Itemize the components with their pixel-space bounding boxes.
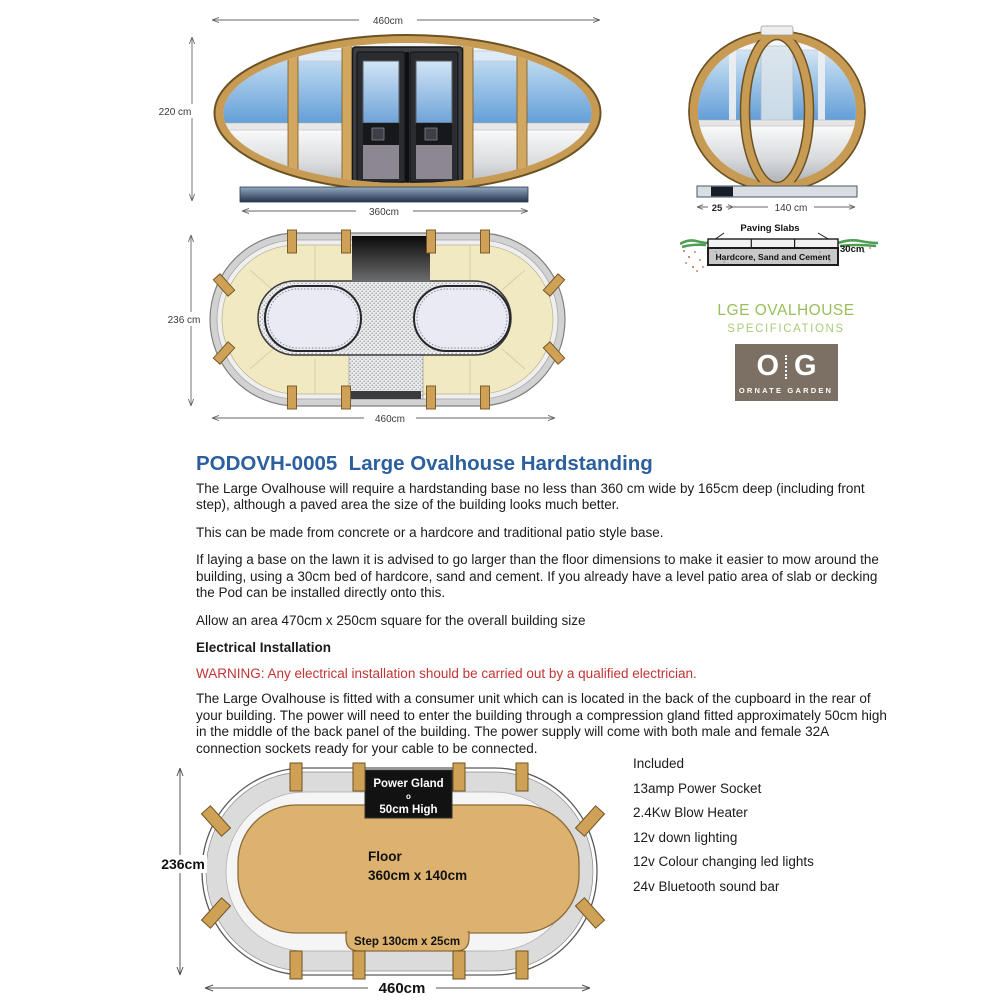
front-pod-body	[210, 33, 605, 202]
plan-view-drawing	[155, 228, 575, 428]
plan-height-dimension	[159, 235, 209, 406]
logo-letter-g: G	[794, 350, 816, 382]
power-gland-mark: o	[406, 792, 411, 801]
floorplan-height-dimension	[160, 768, 207, 975]
page-title: PODOVH-0005 Large Ovalhouse Hardstanding	[196, 452, 653, 475]
floorplan-height-label: 236cm	[161, 856, 205, 872]
plan-width-label: 460cm	[374, 414, 406, 425]
logo-divider	[785, 355, 787, 379]
document-type: SPECIFICATIONS	[727, 323, 845, 335]
floor-plan-drawing	[160, 755, 638, 1000]
document-body	[196, 452, 890, 768]
paving-detail-drawing	[680, 218, 880, 273]
floor-label: Floor	[368, 849, 402, 864]
side-base-plinth	[697, 186, 857, 197]
paving-depth-label: 30cm	[840, 244, 865, 255]
front-base-label: 360cm	[368, 207, 400, 218]
grass-left	[680, 240, 708, 247]
paving-slabs-label: Paving Slabs	[740, 223, 800, 234]
step-size-label: Step 130cm x 25cm	[353, 936, 461, 948]
plan-table-left	[265, 286, 361, 351]
paragraph-lawn-base: If laying a base on the lawn it is advised to go larger than the floor dimensions to make it easier to mow around the building, using a 30cm bed of hardcore, sand and cement. If you already have a level patio area of slab or decking the Pod can be installed directly onto this.	[196, 552, 879, 600]
side-elevation-drawing	[675, 20, 885, 215]
paragraph-hardstanding: The Large Ovalhouse will require a hardstanding base no less than 360 cm wide by 165cm deep (including front step), although a paved area the size of the building looks much better.	[196, 480, 865, 512]
power-gland-box	[365, 770, 452, 818]
side-width-dimension	[697, 201, 855, 214]
included-item-sound-bar: 24v Bluetooth sound bar	[633, 878, 780, 894]
front-width-dimension	[212, 13, 600, 27]
included-title: Included	[633, 756, 685, 771]
side-step-depth-label: 25	[711, 203, 723, 214]
plan-entrance	[352, 236, 430, 282]
floorplan-width-dimension	[205, 979, 590, 997]
front-double-doors	[353, 47, 463, 187]
included-item-down-lighting: 12v down lighting	[633, 829, 738, 845]
floor-size-label: 360cm x 140cm	[368, 868, 468, 883]
included-item-led-lights: 12v Colour changing led lights	[633, 854, 814, 869]
plan-table-right	[414, 286, 510, 351]
hardcore-layer-label: Hardcore, Sand and Cement	[715, 252, 831, 262]
included-item-power-socket: 13amp Power Socket	[633, 780, 762, 796]
logo-letter-o: O	[756, 350, 778, 382]
front-elevation-drawing	[150, 5, 605, 220]
floorplan-width-label: 460cm	[378, 980, 426, 997]
paragraph-area-allowance: Allow an area 470cm x 250cm square for the overall building size	[196, 612, 586, 628]
side-width-label: 140 cm	[774, 203, 808, 214]
front-base-plinth	[240, 187, 528, 202]
brand-block	[690, 302, 882, 401]
front-width-label: 460cm	[372, 16, 404, 27]
paragraph-electrical-details: The Large Ovalhouse is fitted with a consumer unit which can is located in the back of the cupboard in the rear of your building. The power will need to enter the building through a compression gland fitted approximately 50cm high in the middle of the back panel of the building. The power supply will come with both male and female 32A connection sockets ready for your cable to be connected.	[196, 691, 887, 756]
logo-company-name: ORNATE GARDEN	[738, 385, 834, 395]
paving-slab-layer	[708, 239, 838, 248]
included-item-blow-heater: 2.4Kw Blow Heater	[633, 805, 748, 820]
front-base-dimension	[242, 204, 528, 218]
side-roof-cap	[761, 26, 793, 35]
power-gland-height: 50cm High	[379, 804, 438, 816]
plan-height-label: 236 cm	[167, 315, 201, 326]
paragraph-base-material: This can be made from concrete or a hardcore and traditional patio style base.	[196, 524, 664, 540]
electrical-warning: WARNING: Any electrical installation should be carried out by a qualified electrician.	[196, 665, 697, 681]
product-name: LGE OVALHOUSE	[717, 302, 855, 319]
front-height-label: 220 cm	[158, 107, 192, 118]
hardcore-layer	[708, 248, 838, 265]
power-gland-title: Power Gland	[373, 778, 444, 790]
included-list	[633, 756, 814, 903]
ornate-garden-logo	[735, 344, 838, 401]
front-height-dimension	[152, 37, 198, 201]
plan-width-dimension	[212, 411, 555, 425]
electrical-installation-heading: Electrical Installation	[196, 640, 332, 655]
